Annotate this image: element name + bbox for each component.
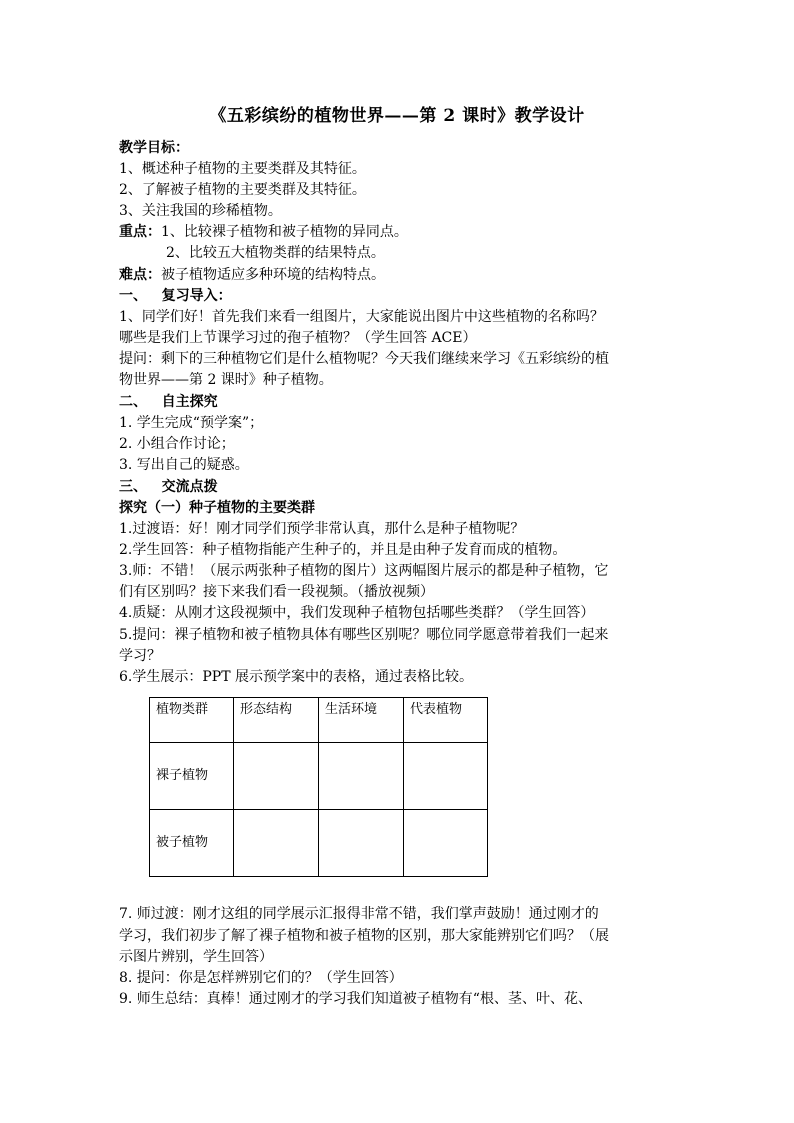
document-title: 《五彩缤纷的植物世界——第 2 课时》教学设计	[209, 106, 585, 126]
section1-line-2: 哪些是我们上节课学习过的孢子植物？（学生回答 ACE）	[119, 330, 477, 346]
section1-line-1: 1、同学们好！首先我们来看一组图片，大家能说出图片中这些植物的名称吗？	[119, 309, 604, 325]
after-table-line-3: 示图片辨别，学生回答）	[119, 949, 273, 965]
section1-line-3: 提问：剩下的三种植物它们是什么植物呢？今天我们继续来学习《五彩缤纷的植	[119, 351, 609, 367]
key-point-1: 1、比较裸子植物和被子植物的异同点。	[161, 224, 408, 240]
table-cell	[319, 810, 404, 877]
table-header-cell: 代表植物	[404, 698, 488, 743]
table-header-cell: 植物类群	[150, 698, 234, 743]
table-cell	[404, 743, 488, 810]
table-cell	[404, 810, 488, 877]
table-row	[150, 810, 488, 877]
section1-heading: 一、 复习导入：	[119, 288, 232, 304]
section3-line-1: 1.过渡语：好！刚才同学们预学非常认真，那什么是种子植物呢？	[119, 521, 525, 537]
after-table-line-1: 7. 师过渡：刚才这组的同学展示汇报得非常不错，我们掌声鼓励！通过刚才的	[119, 906, 599, 922]
goal-item-2: 2、了解被子植物的主要类群及其特征。	[119, 182, 366, 198]
section3-line-7: 学习？	[119, 648, 161, 664]
key-points-label: 重点：	[119, 224, 161, 240]
section3-line-5: 4.质疑：从刚才这段视频中，我们发现种子植物包括哪些类群？（学生回答）	[119, 605, 595, 621]
table-row	[150, 743, 488, 810]
difficulty-line	[119, 265, 699, 286]
key-points-line	[119, 222, 699, 243]
section2-line-1: 1. 学生完成“预学案”；	[119, 415, 264, 431]
section2-line-3: 3. 写出自己的疑惑。	[119, 457, 249, 473]
table-header-row	[150, 698, 488, 743]
section3-line-8: 6.学生展示：PPT 展示预学案中的表格，通过表格比较。	[119, 669, 473, 685]
goal-item-1: 1、概述种子植物的主要类群及其特征。	[119, 161, 366, 177]
table-cell	[234, 743, 319, 810]
goals-heading: 教学目标：	[119, 140, 189, 156]
table-cell	[319, 743, 404, 810]
table-cell	[234, 810, 319, 877]
section3-line-6: 5.提问：裸子植物和被子植物具体有哪些区别呢？哪位同学愿意带着我们一起来	[119, 627, 609, 643]
table-cell: 裸子植物	[150, 743, 234, 810]
section3-line-4: 们有区别吗？接下来我们看一段视频。（播放视频）	[119, 584, 434, 600]
difficulty-label: 难点：	[119, 267, 161, 283]
section3-heading: 三、 交流点拨	[119, 479, 218, 495]
difficulty-text: 被子植物适应多种环境的结构特点。	[161, 267, 385, 283]
section2-line-2: 2. 小组合作讨论；	[119, 436, 235, 452]
section1-line-4: 物世界——第 2 课时》种子植物。	[119, 372, 333, 388]
table-header-cell: 形态结构	[234, 698, 319, 743]
after-table-line-2: 学习，我们初步了解了裸子植物和被子植物的区别，那大家能辨别它们吗？（展	[119, 928, 609, 944]
section3-subheading: 探究（一）种子植物的主要类群	[119, 500, 315, 516]
table-header-cell: 生活环境	[319, 698, 404, 743]
goal-item-3: 3、关注我国的珍稀植物。	[119, 203, 282, 219]
section3-line-2: 2.学生回答：种子植物指能产生种子的，并且是由种子发育而成的植物。	[119, 542, 567, 558]
key-point-2: 2、比较五大植物类群的结果特点。	[166, 245, 385, 261]
comparison-table	[149, 697, 488, 877]
after-table-line-5: 9. 师生总结：真棒！通过刚才的学习我们知道被子植物有“根、茎、叶、花、	[119, 991, 592, 1007]
after-table-line-4: 8. 提问：你是怎样辨别它们的？（学生回答）	[119, 970, 403, 986]
table-cell: 被子植物	[150, 810, 234, 877]
section2-heading: 二、 自主探究	[119, 394, 218, 410]
section3-line-3: 3.师：不错！（展示两张种子植物的图片）这两幅图片展示的都是种子植物，它	[119, 563, 609, 579]
